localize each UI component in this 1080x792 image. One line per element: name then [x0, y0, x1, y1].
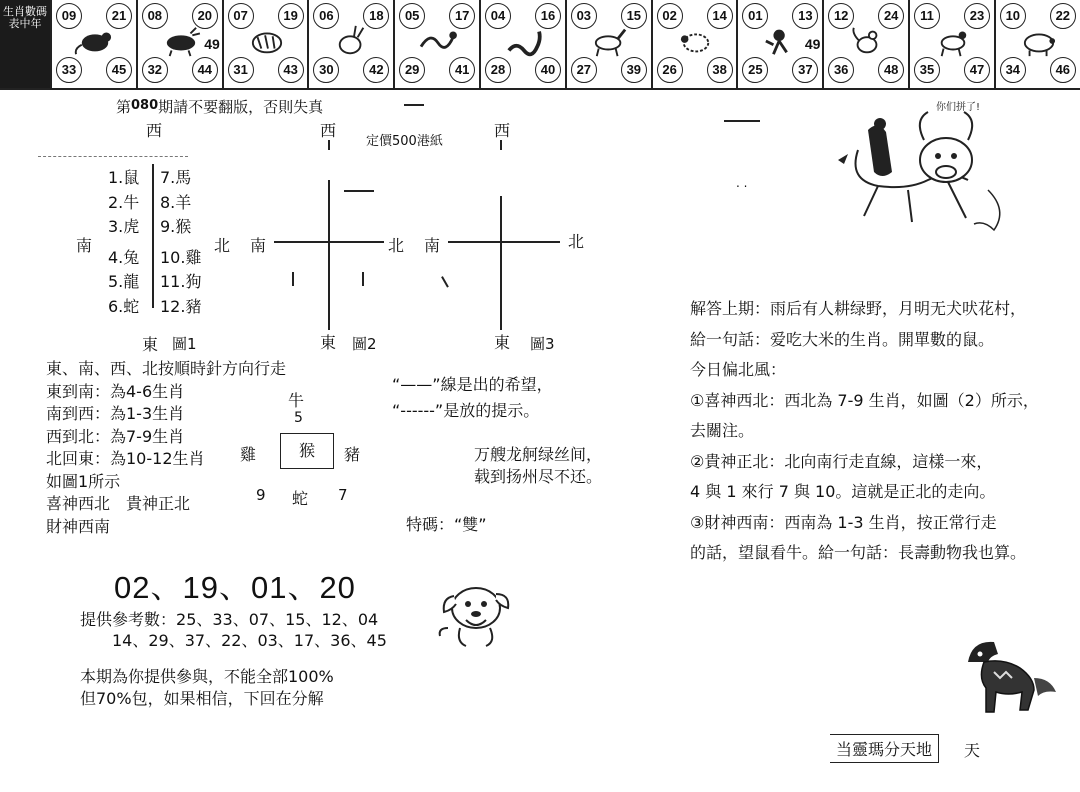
reference-line-1: 提供參考數：25、33、07、15、12、04 — [80, 610, 379, 629]
zodiac-number: 02 — [657, 3, 683, 29]
fig3-caption: 圖3 — [530, 335, 555, 353]
fig3-east: 東 — [494, 333, 511, 352]
cross-left: 雞 — [240, 445, 257, 464]
fig3-tick-top — [500, 140, 502, 150]
zodiac-number: 39 — [621, 57, 647, 83]
zodiac-list-item: 9.猴 — [160, 217, 192, 236]
zodiac-number: 03 — [571, 3, 597, 29]
zodiac-list-item: 10.雞 — [160, 247, 202, 267]
fig2-east: 東 — [320, 333, 337, 352]
fig1-south: 南 — [76, 236, 93, 255]
zodiac-number: 26 — [657, 57, 683, 83]
dragon-icon — [417, 24, 459, 58]
zodiac-number: 14 — [707, 3, 733, 29]
zodiac-number: 40 — [535, 57, 561, 83]
fig1-caption: 圖1 — [172, 335, 197, 353]
zodiac-list-item: 4.兔 — [108, 247, 140, 267]
zodiac-number: 48 — [878, 57, 904, 83]
fig1-divider — [152, 164, 154, 308]
fig1-top-dash — [38, 156, 188, 158]
zodiac-number: 33 — [56, 57, 82, 83]
footer-tail: 天 — [964, 741, 981, 760]
right-dash-mark — [724, 120, 760, 122]
pig-icon — [1018, 24, 1060, 58]
zodiac-number: 20 — [192, 3, 218, 29]
zodiac-number: 36 — [828, 57, 854, 83]
snake-icon — [503, 24, 545, 58]
zodiac-number: 30 — [313, 57, 339, 83]
right-dots: . . — [736, 176, 748, 190]
rat-icon — [74, 24, 116, 58]
zodiac-number: 44 — [192, 57, 218, 83]
zodiac-number: 07 — [228, 3, 254, 29]
zodiac-cell — [736, 0, 822, 88]
fig3-south: 南 — [424, 236, 441, 255]
zodiac-list-item: 3.虎 — [108, 217, 140, 236]
cross-center-box: 猴 — [280, 433, 334, 469]
dog-icon — [932, 24, 974, 58]
fig3-diagonal-tick — [441, 276, 448, 287]
ox-icon — [160, 24, 202, 58]
zodiac-number: 11 — [914, 3, 940, 29]
fig2-tick-left — [292, 272, 294, 286]
fig3-west: 西 — [494, 121, 511, 140]
zodiac-number: 05 — [399, 3, 425, 29]
zodiac-list-item: 2.牛 — [108, 192, 140, 212]
zodiac-number: 42 — [363, 57, 389, 83]
fig2-tick-top — [328, 140, 330, 150]
zodiac-number: 27 — [571, 57, 597, 83]
zodiac-number: 04 — [485, 3, 511, 29]
zodiac-number: 32 — [142, 57, 168, 83]
reference-line-2: 14、29、37、22、03、17、36、45 — [112, 631, 387, 650]
zodiac-cell — [50, 0, 136, 88]
fig1-zodiac-left — [108, 166, 139, 319]
cross-top: 牛 — [288, 391, 305, 410]
zodiac-cell — [822, 0, 908, 88]
fig3-north: 北 — [568, 232, 585, 251]
zodiac-list-item: 11.狗 — [160, 272, 202, 291]
zodiac-number: 01 — [742, 3, 768, 29]
rules-block: 東、南、西、北按順時針方向行走 東到南：為4-6生肖 南到西：為1-3生肖 西到北：為7-9生肖 北回東：為10-12生肖 如圖1所示 喜神西北 貴神正北 財神西南 — [46, 359, 287, 536]
issue-notice: 第080期請不要翻版，否則失真 — [116, 98, 324, 116]
zodiac-cell — [651, 0, 737, 88]
zodiac-extra-number: 49 — [204, 32, 220, 56]
fig2-south: 南 — [250, 236, 267, 255]
zodiac-number: 46 — [1050, 57, 1076, 83]
answer-block: 解答上期：雨后有人耕绿野，月明无犬吠花村， 給一句話：爱吃大米的生肖。開單數的鼠。 今日偏北風： ①喜神西北：西北為 7-9 生肖，如圖（2）所示， 去關注。 ②貴神正北：北向南行走直線，這樣一來， 4 與 1 來行 7 與 10。這就是正北的走向。 ③財神西南：西南為 1-3 生肖，按正常行走 的話，望鼠看牛。給一句話：長壽動物我也算。 — [690, 299, 1039, 562]
zodiac-number: 38 — [707, 57, 733, 83]
poem-line-2: 载到扬州尽不还。 — [474, 467, 603, 486]
rabbit-icon — [331, 24, 373, 58]
horse-icon — [589, 24, 631, 58]
zodiac-number: 35 — [914, 57, 940, 83]
zodiac-number: 08 — [142, 3, 168, 29]
fig1-zodiac-right — [160, 166, 201, 319]
fig3-vertical — [500, 196, 502, 330]
cross-bottom-left: 9 — [256, 486, 266, 504]
zodiac-number-strip — [0, 0, 1080, 88]
zodiac-list-item: 7.馬 — [160, 168, 192, 187]
price-label: 定價500港紙 — [366, 134, 443, 149]
zodiac-list-item: 5.龍 — [108, 272, 140, 291]
footer-box: 当靈瑪分天地 — [830, 734, 939, 763]
zodiac-list-item: 8.羊 — [160, 192, 192, 212]
zodiac-number: 18 — [363, 3, 389, 29]
fig1-east: 東 — [142, 335, 159, 354]
fig1-west: 西 — [146, 121, 163, 140]
zodiac-list-item: 1.鼠 — [108, 168, 140, 187]
disclaimer-line-2: 但70%包，如果相信，下回在分解 — [80, 689, 324, 708]
main-numbers: 02、19、01、20 — [114, 570, 356, 605]
cross-bottom-mid: 蛇 — [292, 489, 309, 508]
zodiac-number: 28 — [485, 57, 511, 83]
zodiac-cell — [479, 0, 565, 88]
monkey-icon — [760, 24, 802, 58]
fig2-caption: 圖2 — [352, 335, 377, 353]
dog-cartoon-icon — [430, 578, 514, 650]
fig2-horizontal — [274, 241, 384, 243]
zodiac-number: 10 — [1000, 3, 1026, 29]
bull-caption: 你们拼了! — [936, 102, 981, 113]
zodiac-number: 22 — [1050, 3, 1076, 29]
tiger-icon — [246, 24, 288, 58]
zodiac-number: 37 — [792, 57, 818, 83]
legend-hint: “------”是放的提示。 — [392, 401, 540, 420]
special-code: 特碼：“雙” — [406, 515, 487, 534]
bull-cartoon-icon — [828, 90, 1034, 240]
zodiac-extra-number: 49 — [805, 32, 821, 56]
fig2-tick-right — [362, 272, 364, 286]
zodiac-cell — [136, 0, 222, 88]
disclaimer-line-1: 本期為你提供參與，不能全部100% — [80, 667, 334, 686]
zodiac-cell — [994, 0, 1080, 88]
zodiac-cell — [908, 0, 994, 88]
zodiac-number: 47 — [964, 57, 990, 83]
dash-mark — [404, 104, 424, 106]
fig2-west: 西 — [320, 121, 337, 140]
zodiac-number: 43 — [278, 57, 304, 83]
zodiac-number: 19 — [278, 3, 304, 29]
zodiac-number: 45 — [106, 57, 132, 83]
zodiac-number: 17 — [449, 3, 475, 29]
zodiac-number: 23 — [964, 3, 990, 29]
zodiac-cell — [307, 0, 393, 88]
zodiac-number: 25 — [742, 57, 768, 83]
horse-toy-icon — [954, 632, 1058, 722]
fig1-north: 北 — [214, 236, 231, 255]
zodiac-number: 09 — [56, 3, 82, 29]
cross-top-num: 5 — [294, 410, 303, 426]
zodiac-number: 31 — [228, 57, 254, 83]
zodiac-number: 16 — [535, 3, 561, 29]
zodiac-number: 06 — [313, 3, 339, 29]
zodiac-cell — [222, 0, 308, 88]
cross-bottom-right: 7 — [338, 486, 348, 504]
poem-line-1: 万艘龙舸绿丝间， — [474, 445, 603, 464]
fig2-hope-mark — [344, 190, 374, 192]
fig3-horizontal — [448, 241, 560, 243]
goat-icon — [675, 24, 717, 58]
zodiac-list-item: 6.蛇 — [108, 296, 140, 316]
zodiac-number: 15 — [621, 3, 647, 29]
fig2-vertical — [328, 180, 330, 330]
rooster-icon — [846, 24, 888, 58]
cross-right: 豬 — [344, 445, 361, 464]
zodiac-number: 12 — [828, 3, 854, 29]
zodiac-number: 29 — [399, 57, 425, 83]
zodiac-cell — [565, 0, 651, 88]
zodiac-number: 41 — [449, 57, 475, 83]
strip-side-title: 生肖數碼表中年 — [0, 0, 50, 88]
zodiac-number: 24 — [878, 3, 904, 29]
zodiac-cell — [393, 0, 479, 88]
zodiac-number: 34 — [1000, 57, 1026, 83]
legend-hope: “——”線是出的希望， — [392, 375, 553, 394]
zodiac-number: 21 — [106, 3, 132, 29]
fig2-north: 北 — [388, 236, 405, 255]
zodiac-list-item: 12.豬 — [160, 296, 202, 316]
zodiac-number: 13 — [792, 3, 818, 29]
